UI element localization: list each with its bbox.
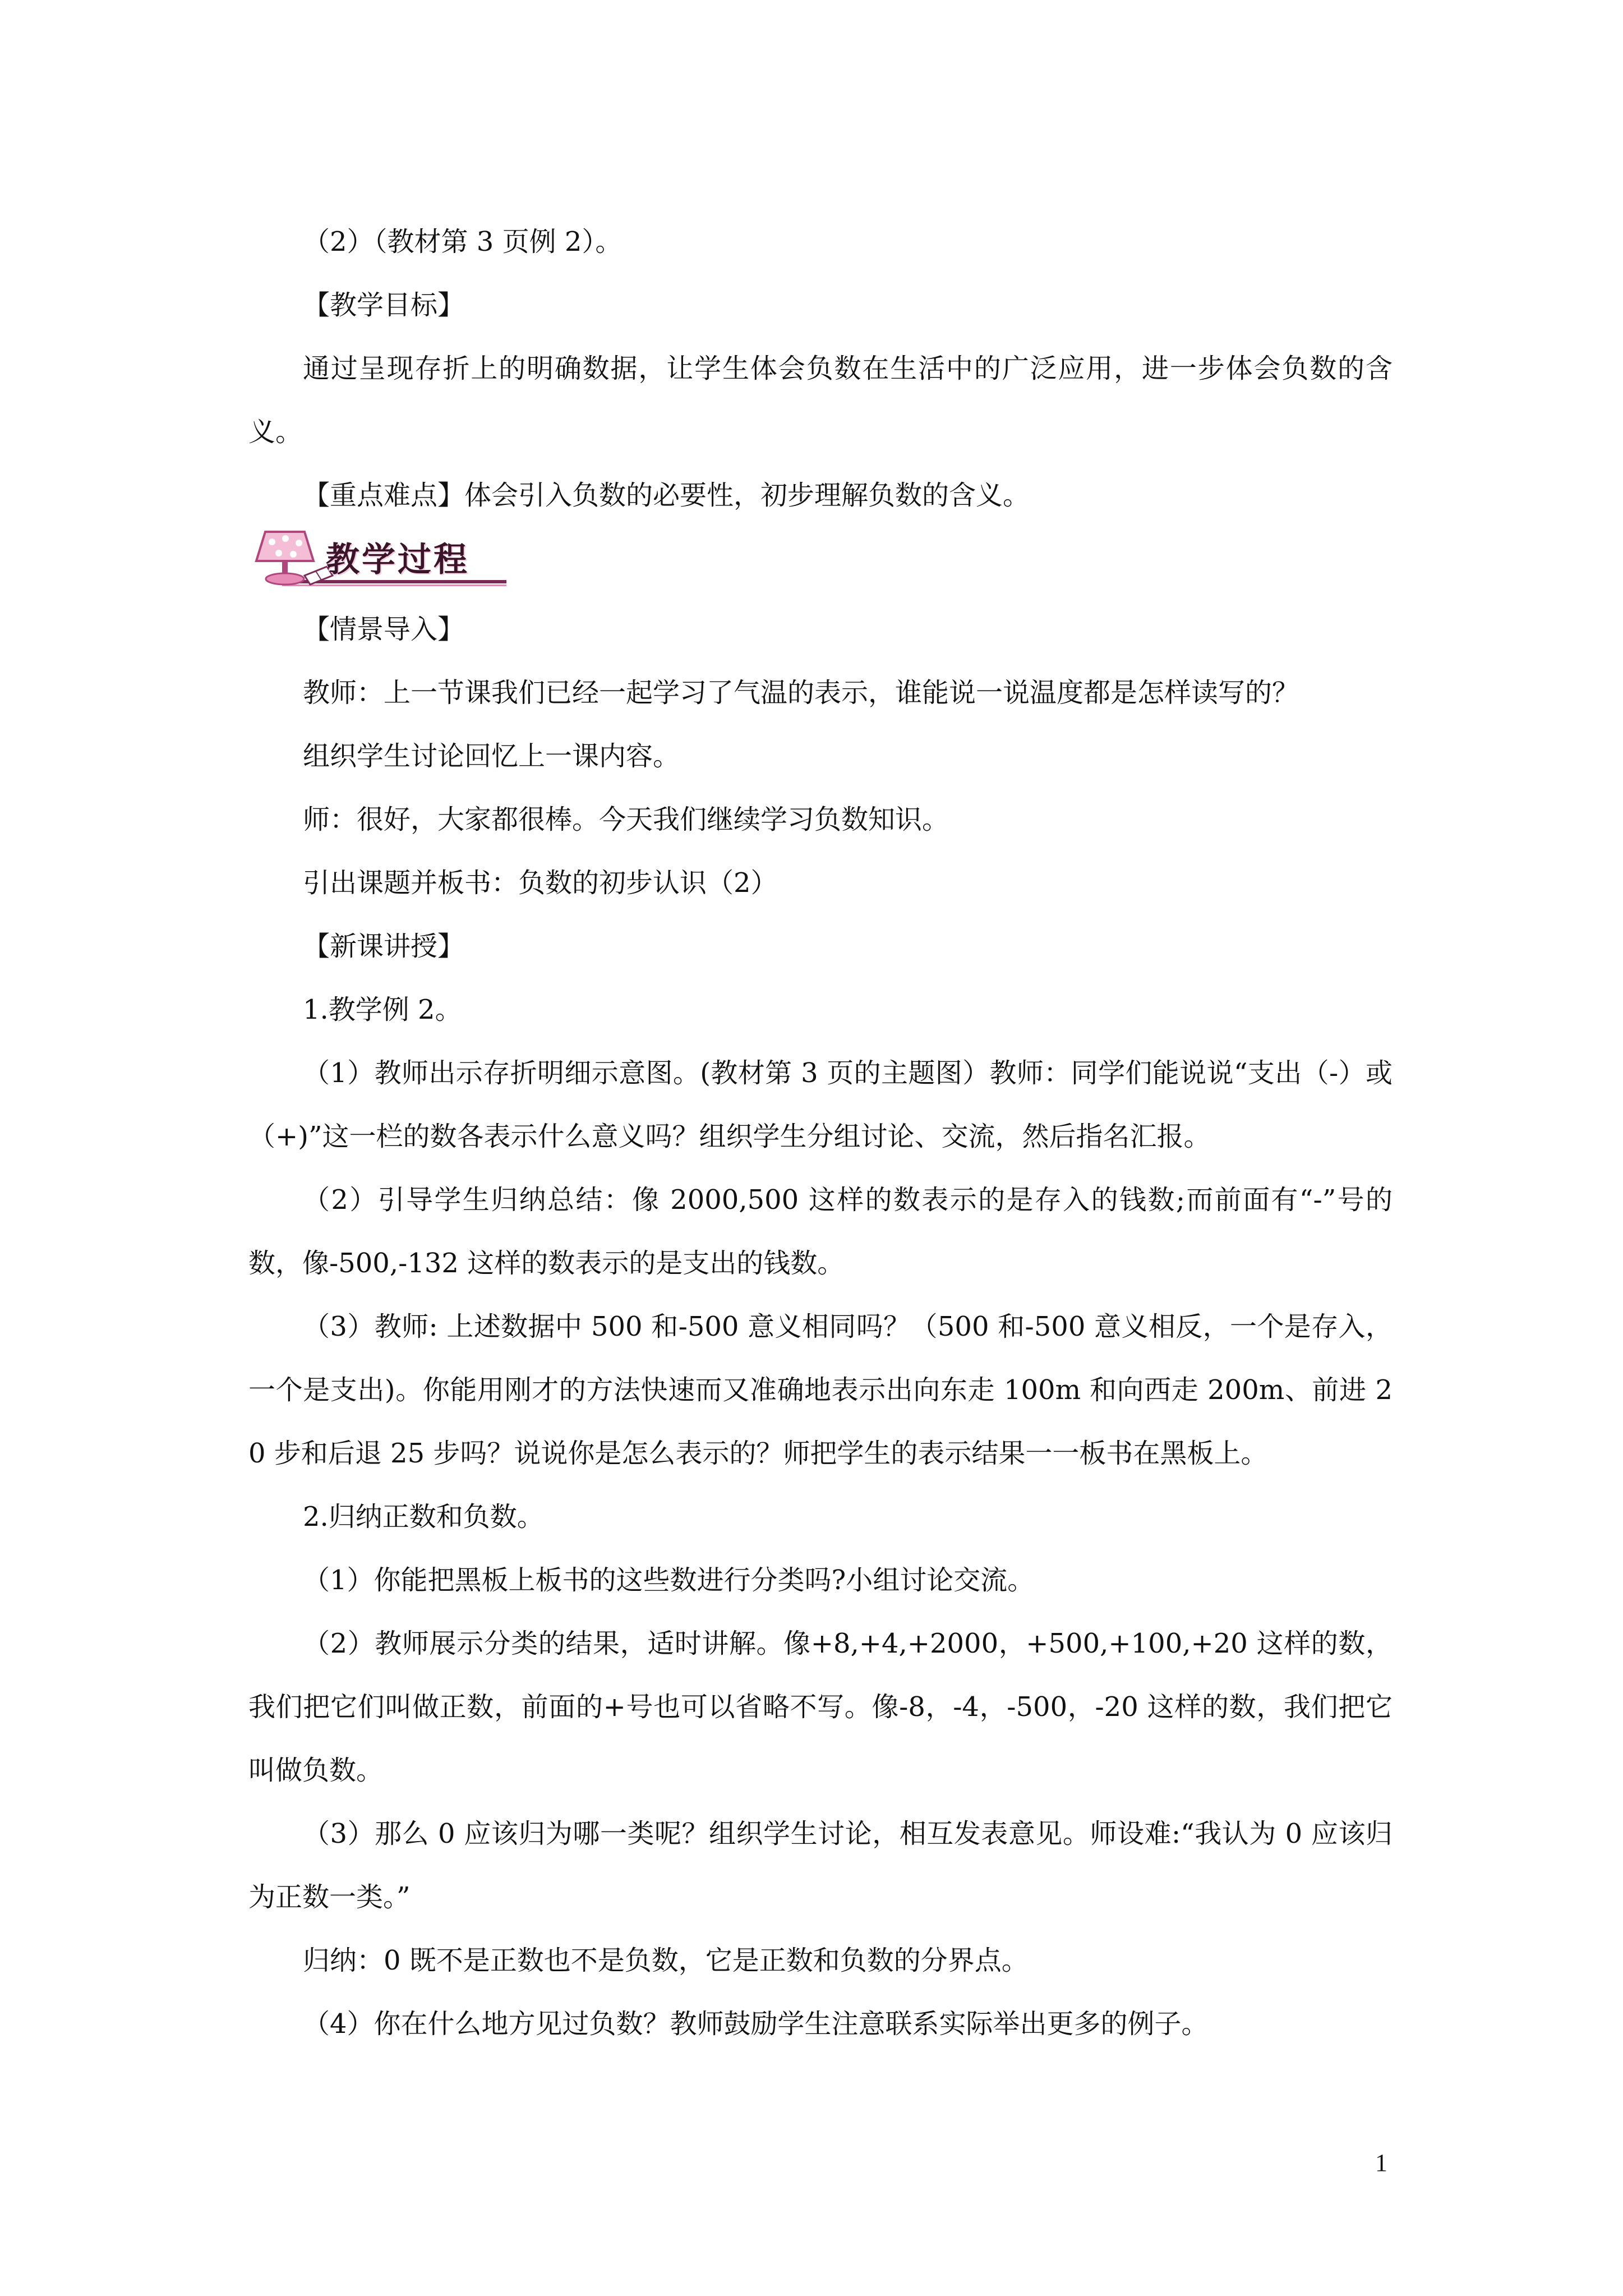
heading-scene-intro: 【情景导入】 <box>303 614 465 645</box>
paragraph: （3）教师: 上述数据中 500 和-500 意义相同吗？（500 和-500 意义相反，一个是存入，一个是支出)。你能用刚才的方法快速而又准确地表示出向东走 100m 和向西走 200m、前进 20 步和后退 25 步吗？说说你是怎么表示的？师把学生的表示结果一一板书在黑板上。 <box>248 1311 1393 1469</box>
document-body <box>248 210 1393 2056</box>
paragraph: 归纳：0 既不是正数也不是负数，它是正数和负数的分界点。 <box>303 1945 1029 1976</box>
paragraph: 师：很好，大家都很棒。今天我们继续学习负数知识。 <box>303 804 949 835</box>
section-banner <box>248 522 1393 595</box>
paragraph: （3）那么 0 应该归为哪一类呢？组织学生讨论，相互发表意见。师设难:“我认为 0 应该归为正数一类。” <box>248 1818 1393 1913</box>
paragraph-teaching-goal: 通过呈现存折上的明确数据，让学生体会负数在生活中的广泛应用，进一步体会负数的含义。 <box>248 353 1393 448</box>
paragraph: （1）教师出示存折明细示意图。(教材第 3 页的主题图）教师：同学们能说说“支出（-）或（+)”这一栏的数各表示什么意义吗？组织学生分组讨论、交流，然后指名汇报。 <box>248 1057 1393 1152</box>
paragraph: 2.归纳正数和负数。 <box>303 1501 544 1533</box>
paragraph: 引出课题并板书：负数的初步认识（2） <box>303 867 778 899</box>
paragraph: （1）你能把黑板上板书的这些数进行分类吗?小组讨论交流。 <box>303 1565 1035 1596</box>
paragraph: 组织学生讨论回忆上一课内容。 <box>303 740 680 772</box>
paragraph: （2）教师展示分类的结果，适时讲解。像+8,+4,+2000，+500,+100,+20 这样的数，我们把它们叫做正数，前面的+号也可以省略不写。像-8，-4，-500，-20 这样的数，我们把它叫做负数。 <box>248 1628 1393 1786</box>
paragraph: （2）引导学生归纳总结：像 2000,500 这样的数表示的是存入的钱数;而前面有“-”号的数，像-500,-132 这样的数表示的是支出的钱数。 <box>248 1184 1393 1279</box>
paragraph-key-points: 【重点难点】体会引入负数的必要性，初步理解负数的含义。 <box>303 480 1030 511</box>
paragraph: 教师：上一节课我们已经一起学习了气温的表示，谁能说一说温度都是怎样读写的？ <box>303 677 1299 708</box>
heading-teaching-goal: 【教学目标】 <box>303 289 465 321</box>
paragraph-example-ref: （2）（教材第 3 页例 2）。 <box>303 226 623 257</box>
section-banner-title: 教学过程 <box>326 540 469 579</box>
heading-new-lesson: 【新课讲授】 <box>303 931 465 962</box>
page-number: 1 <box>1375 2149 1387 2177</box>
paragraph: 1.教学例 2。 <box>303 994 462 1025</box>
paragraph: （4）你在什么地方见过负数？教师鼓励学生注意联系实际举出更多的例子。 <box>303 2008 1209 2040</box>
